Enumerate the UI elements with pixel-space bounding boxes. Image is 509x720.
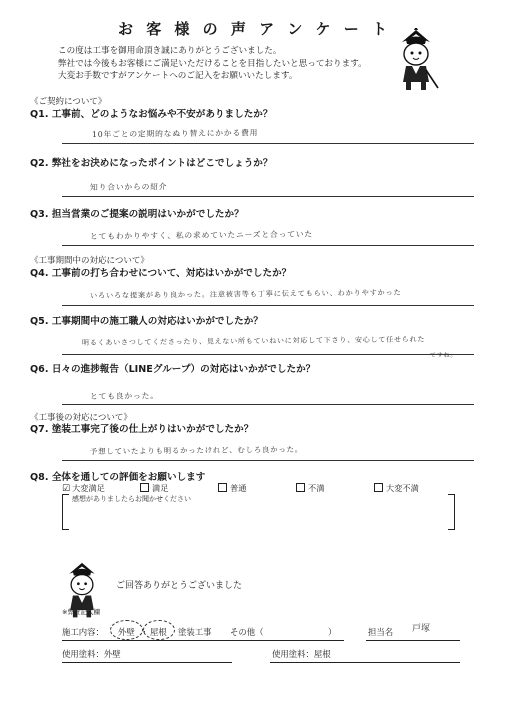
rating-option-very-satisfied[interactable]: ☑ 大変満足 [62,483,105,494]
answer-line-3 [62,245,474,246]
answer-line-1 [62,143,474,144]
rating-option-dissatisfied[interactable]: 不満 [296,483,324,494]
comment-box-right-bracket [448,494,455,530]
section-construction: 《工事期間中の対応について》 [30,256,149,266]
question-4: Q4. 工事前の打ち合わせについて、対応はいかがでしたか？ [30,268,292,279]
answer-4: いろいろな提案があり良かった。注意被害等も丁寧に伝えてもらい、わかりやすかった [89,287,402,300]
rep-value: 戸塚 [412,624,431,634]
office-note: ※弊社記入欄 [62,608,100,616]
page-title: お 客 様 の 声 ア ン ケ ー ト [117,20,391,38]
work-label: 施工内容： [62,627,104,637]
answer-line-5 [62,354,474,355]
answer-5: 明るくあいさつしてくださったり、見えない所もていねいに対応して下さり、安心して任せられた [81,335,426,347]
work-item-roof: 屋根 [150,627,167,637]
circle-mark-roof [143,620,175,640]
intro-line-1: この度は工事を御用命頂き誠にありがとうございました。 [58,46,282,56]
comment-hint: 感想がありましたらお聞かせください [72,495,191,503]
question-7: Q7. 塗装工事完了後の仕上がりはいかがでしたか？ [30,424,254,435]
answer-7: 予想していたよりも明るかったけれど、むしろ良かった。 [89,444,304,456]
work-underline [62,640,344,641]
thanks-message: ご回答ありがとうございました [116,581,243,591]
circle-mark-exterior [110,620,143,640]
rating-option-satisfied[interactable]: 満足 [140,483,168,494]
answer-line-4 [62,305,474,306]
paint-roof-underline [270,662,460,663]
intro-line-3: 大変お手数ですがアンケートへのご記入をお願いいたします。 [58,71,298,81]
rep-label: 担当名 [368,627,394,637]
comment-box-left-bracket [62,494,69,530]
rep-underline [366,640,460,641]
work-item-exterior: 外壁 [118,627,135,637]
answer-line-6 [62,404,474,405]
other-close: ） [328,627,337,637]
work-suffix: 塗装工事 [178,627,212,637]
question-5: Q5. 工事期間中の施工職人の対応はいかがでしたか？ [30,316,263,327]
checkbox-icon[interactable] [296,483,305,492]
intro-text [58,45,367,83]
section-contract: 《ご契約について》 [30,97,107,107]
question-2: Q2. 弊社をお決めになったポイントはどこでしょうか？ [30,158,273,169]
rating-option-normal[interactable]: 普通 [218,483,246,494]
answer-5-tail: ですね。 [429,351,458,359]
checkbox-icon[interactable] [218,483,227,492]
section-after: 《工事後の対応について》 [30,413,132,423]
rating-option-very-dissatisfied[interactable]: 大変不満 [374,483,419,494]
paint-roof: 使用塗料：屋根 [272,649,331,659]
question-6: Q6. 日々の進捗報告（LINEグループ）の対応はいかがでしたか？ [30,364,316,375]
question-1: Q1. 工事前、どのようなお悩みや不安がありましたか？ [30,109,273,120]
answer-3: とてもわかりやすく、私の求めていたニーズと合っていた [89,229,314,241]
samurai-mascot-icon [392,28,440,94]
paint-exterior: 使用塗料：外壁 [62,649,121,659]
answer-2: 知り合いからの紹介 [89,182,168,192]
answer-line-2 [62,196,474,197]
work-separator: ・ [140,627,149,637]
answer-6: とても良かった。 [89,391,159,401]
question-8: Q8. 全体を通しての評価をお願いします [30,472,206,483]
intro-line-2: 弊社では今後もお客様にご満足いただけることを目指したいと思っております。 [58,58,367,69]
other-label: その他（ [230,627,264,637]
checkbox-icon[interactable] [140,483,149,492]
answer-line-7 [62,460,474,461]
answer-1: 10年ごとの定期的なぬり替えにかかる費用 [91,128,259,139]
question-3: Q3. 担当営業のご提案の説明はいかがでしたか？ [30,209,244,220]
checked-box-icon[interactable]: ☑ [62,484,71,494]
paint-exterior-underline [62,662,232,663]
checkbox-icon[interactable] [374,483,383,492]
